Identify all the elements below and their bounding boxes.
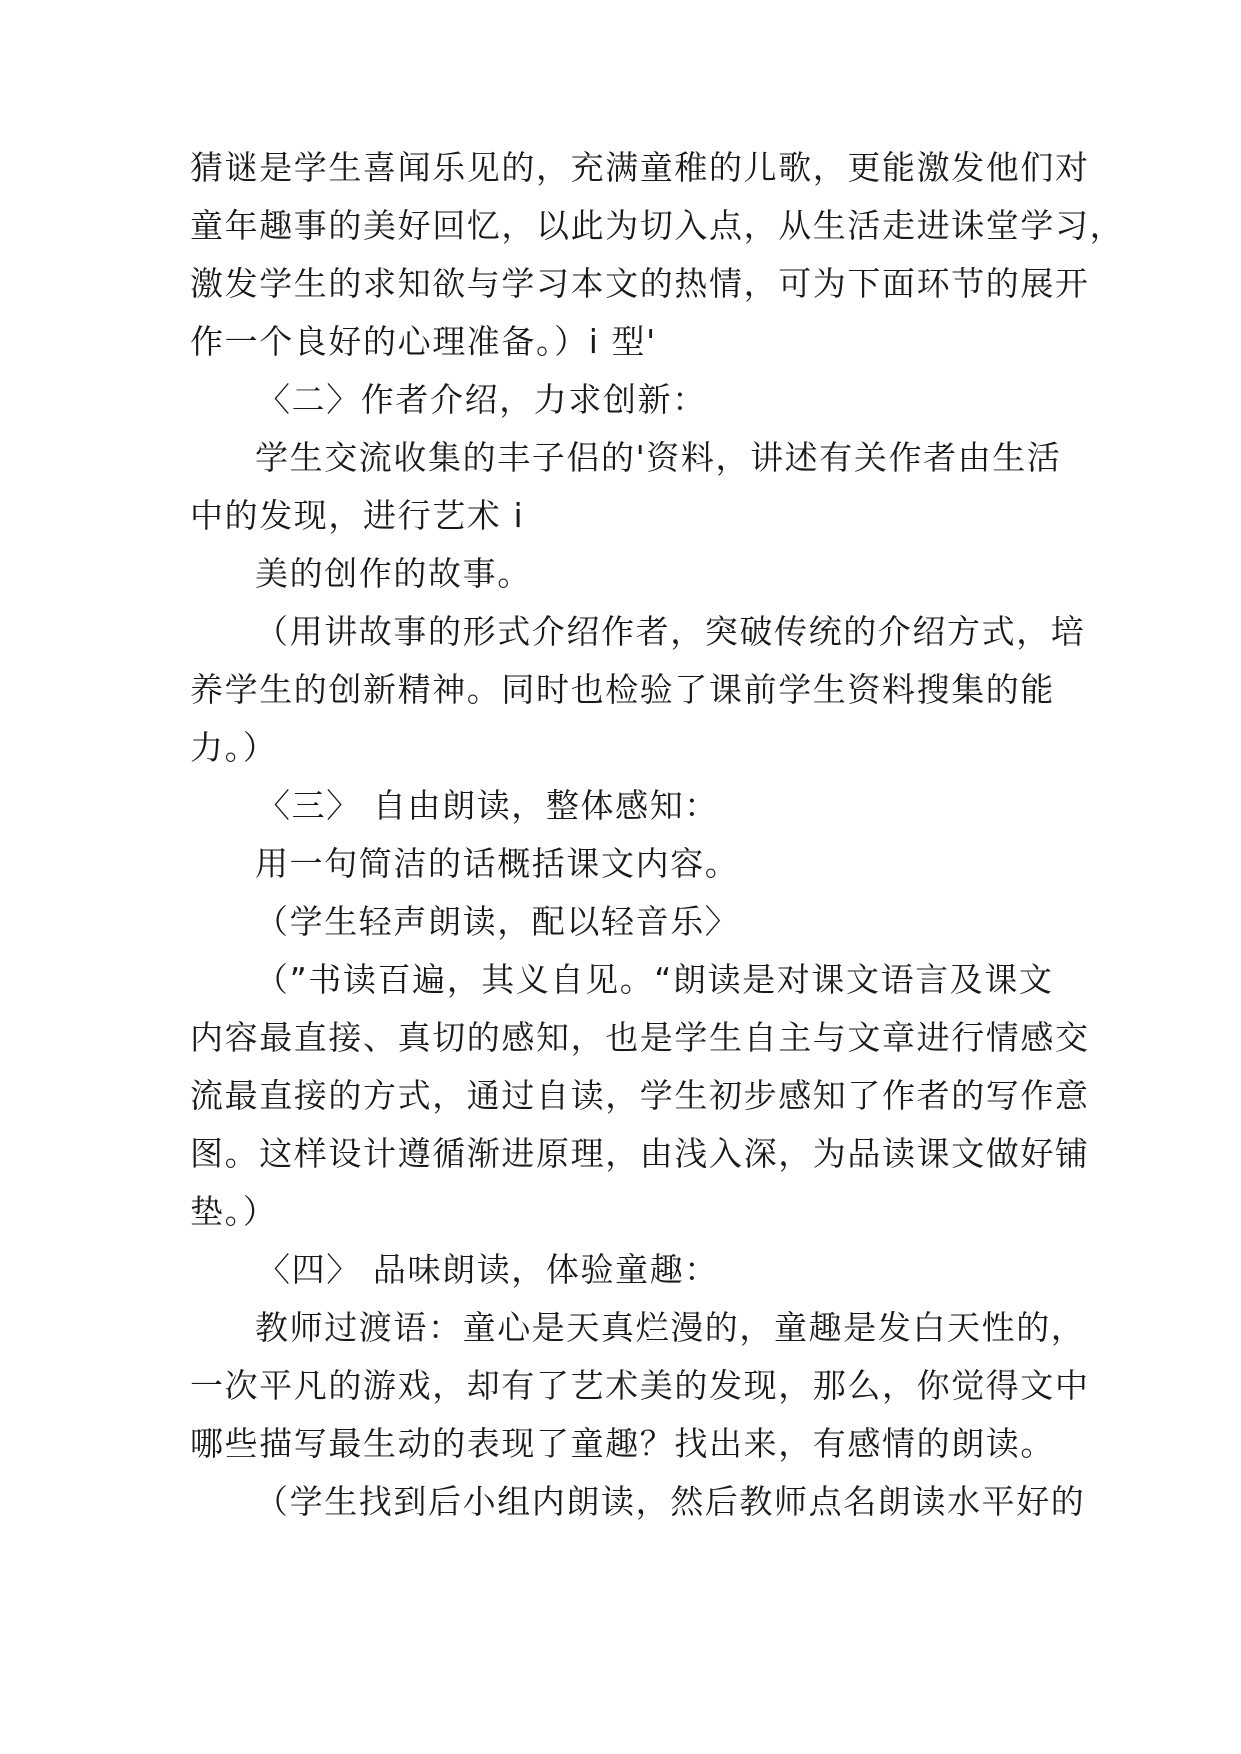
paragraph-line: 养学生的创新精神。同时也检验了课前学生资料搜集的能 [190,670,1055,709]
paragraph-line: 作一个良好的心理准备。）i 型' [190,322,657,361]
section-heading: 〈三〉 自由朗读，整体感知： [257,786,719,825]
section-heading: 〈二〉作者介绍，力求创新： [257,380,707,419]
paragraph-line: 用一句简洁的话概括课文内容。 [255,844,740,883]
paragraph-line: （学生找到后小组内朗读，然后教师点名朗读水平好的 [255,1482,1086,1521]
paragraph-line: 力。） [190,728,278,767]
paragraph-line: 教师过渡语：童心是天真烂漫的，童趣是发白天性的， [255,1308,1086,1347]
paragraph-line: （学生轻声朗读，配以轻音乐〉 [255,902,740,941]
paragraph-line: 中的发现，进行艺术 i [190,496,525,535]
section-heading: 〈四〉 品味朗读，体验童趣： [257,1250,719,1289]
paragraph-line: 垫。） [190,1192,278,1231]
paragraph-line: 猜谜是学生喜闻乐见的，充满童稚的儿歌，更能激发他们对 [190,148,1090,187]
paragraph-line: 内容最直接、真切的感知，也是学生自主与文章进行情感交 [190,1018,1090,1057]
paragraph-line: 流最直接的方式，通过自读，学生初步感知了作者的写作意 [190,1076,1090,1115]
paragraph-line: （”书读百遍，其义自见。“朗读是对课文语言及课文 [255,960,1054,999]
paragraph-line: 一次平凡的游戏，却有了艺术美的发现，那么，你觉得文中 [190,1366,1090,1405]
paragraph-line: 激发学生的求知欲与学习本文的热情，可为下面环节的展开 [190,264,1090,303]
paragraph-line: 哪些描写最生动的表现了童趣？找出来，有感情的朗读。 [190,1424,1055,1463]
paragraph-line: 美的创作的故事。 [255,554,532,593]
paragraph-line: 童年趣事的美好回忆，以此为切入点，从生活走进诛堂学习， [190,206,1125,245]
paragraph-line: 学生交流收集的丰子侣的'资料，讲述有关作者由生活 [255,438,1062,477]
paragraph-line: （用讲故事的形式介绍作者，突破传统的介绍方式，培 [255,612,1086,651]
paragraph-line: 图。这样设计遵循渐进原理，由浅入深，为品读课文做好铺 [190,1134,1090,1173]
